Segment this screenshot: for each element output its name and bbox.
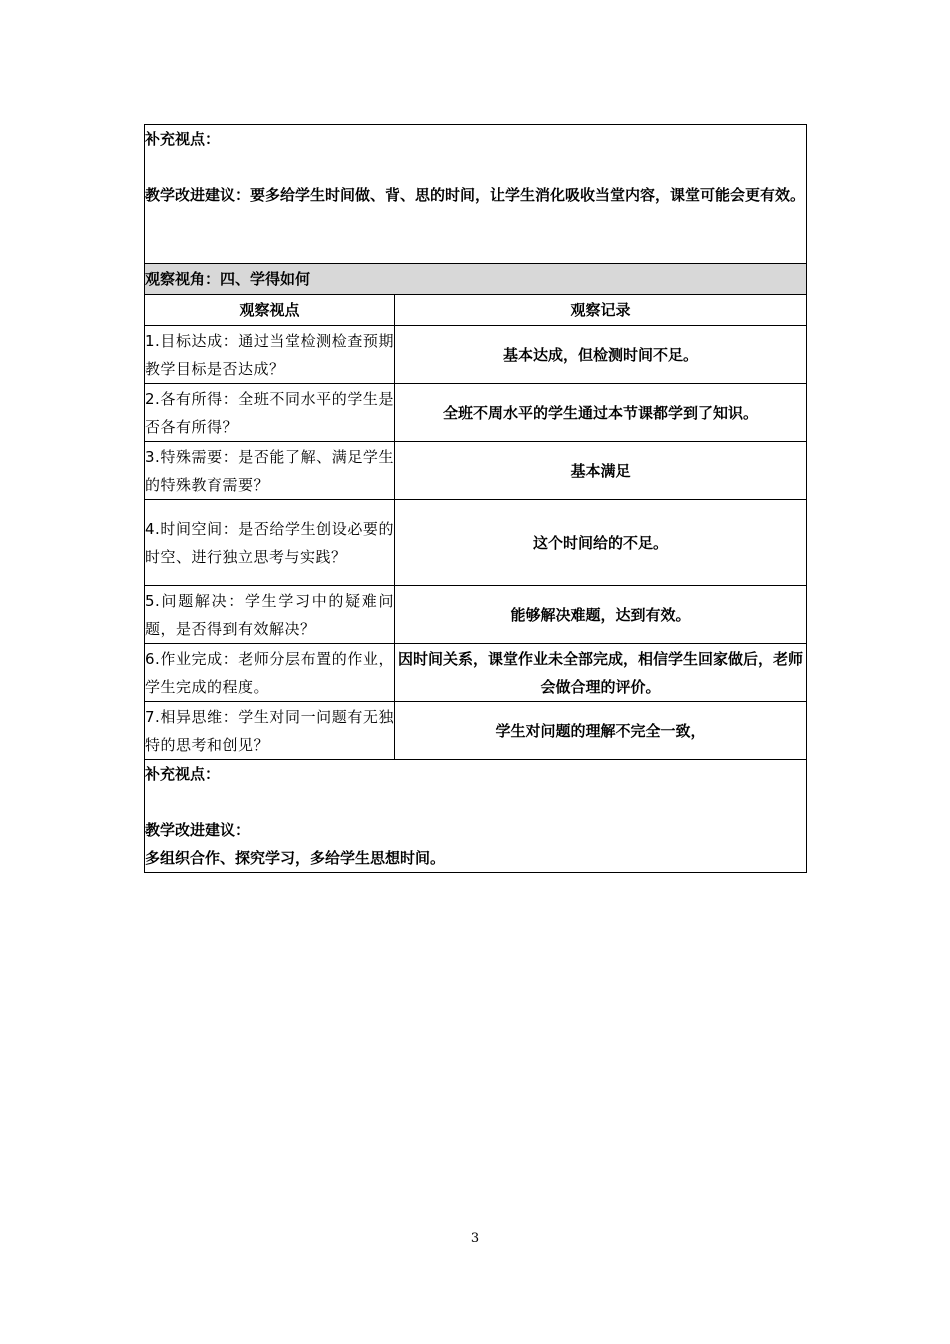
column-header-record: 观察记录 xyxy=(395,295,807,326)
record-cell: 全班不周水平的学生通过本节课都学到了知识。 xyxy=(395,384,807,442)
record-cell: 基本达成，但检测时间不足。 xyxy=(395,326,807,384)
table-row xyxy=(145,384,807,442)
improvement-suggestion-label: 教学改进建议： xyxy=(145,821,251,839)
column-header-row xyxy=(145,295,807,326)
section-title: 观察视角：四、学得如何 xyxy=(145,264,807,295)
supplement-label: 补充视点： xyxy=(145,765,221,783)
observation-table xyxy=(144,124,807,873)
record-cell: 这个时间给的不足。 xyxy=(395,500,807,586)
viewpoint-cell: 6.作业完成：老师分层布置的作业，学生完成的程度。 xyxy=(145,644,395,702)
section-header-row xyxy=(145,264,807,295)
table-row xyxy=(145,586,807,644)
record-cell: 因时间关系，课堂作业未全部完成，相信学生回家做后，老师会做合理的评价。 xyxy=(395,644,807,702)
table-row xyxy=(145,644,807,702)
improvement-suggestion: 教学改进建议：要多给学生时间做、背、思的时间，让学生消化吸收当堂内容，课堂可能会更有效。 xyxy=(145,186,806,204)
viewpoint-cell: 4.时间空间：是否给学生创设必要的时空、进行独立思考与实践？ xyxy=(145,500,395,586)
column-header-viewpoint: 观察视点 xyxy=(145,295,395,326)
table-row xyxy=(145,702,807,760)
viewpoint-cell: 3.特殊需要：是否能了解、满足学生的特殊教育需要？ xyxy=(145,442,395,500)
page-number: 3 xyxy=(470,1231,480,1246)
viewpoint-cell: 5.问题解决：学生学习中的疑难问题，是否得到有效解决？ xyxy=(145,586,395,644)
bottom-supplement-row xyxy=(145,760,807,873)
top-supplement-row xyxy=(145,125,807,264)
table-row xyxy=(145,326,807,384)
record-cell: 能够解决难题，达到有效。 xyxy=(395,586,807,644)
record-cell: 基本满足 xyxy=(395,442,807,500)
supplement-label: 补充视点： xyxy=(145,130,221,148)
viewpoint-cell: 7.相异思维：学生对同一问题有无独特的思考和创见？ xyxy=(145,702,395,760)
table-row xyxy=(145,442,807,500)
viewpoint-cell: 2.各有所得：全班不同水平的学生是否各有所得？ xyxy=(145,384,395,442)
table-row xyxy=(145,500,807,586)
improvement-suggestion-text: 多组织合作、探究学习，多给学生思想时间。 xyxy=(145,849,446,867)
record-cell: 学生对问题的理解不完全一致， xyxy=(395,702,807,760)
viewpoint-cell: 1.目标达成：通过当堂检测检查预期教学目标是否达成？ xyxy=(145,326,395,384)
